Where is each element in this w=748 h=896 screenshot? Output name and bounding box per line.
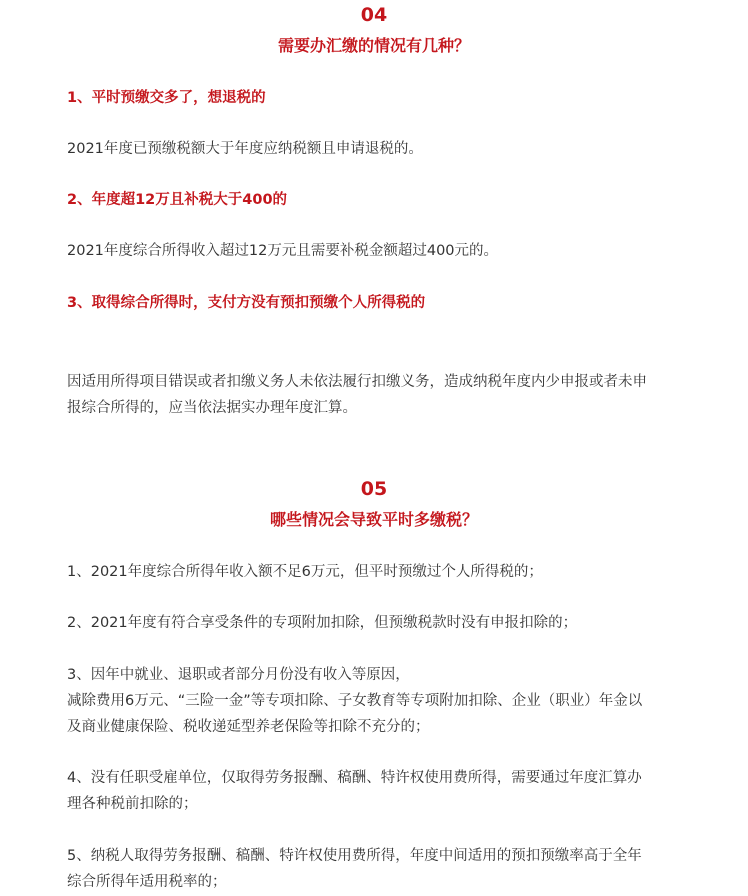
section4-item3-body-line2: 报综合所得的，应当依法据实办理年度汇算。 <box>67 400 357 416</box>
section5-item5-line1: 5、纳税人取得劳务报酬、稿酬、特许权使用费所得，年度中间适用的预扣预缴率高于全年 <box>67 848 642 864</box>
section5-item3-line2: 减除费用6万元、“三险一金”等专项扣除、子女教育等专项附加扣除、企业（职业）年金以 <box>67 693 643 709</box>
section-title-04: 需要办汇缴的情况有几种？ <box>277 36 470 55</box>
section4-item2-heading: 2、年度超12万且补税大于400的 <box>67 192 288 208</box>
section5-item4-line2: 理各种税前扣除的； <box>67 796 198 812</box>
section5-item5-line2: 综合所得年适用税率的； <box>67 874 227 890</box>
section5-item1: 1、2021年度综合所得年收入额不足6万元，但平时预缴过个人所得税的； <box>67 564 543 580</box>
section5-item3-line1: 3、因年中就业、退职或者部分月份没有收入等原因， <box>67 667 410 683</box>
section5-item2: 2、2021年度有符合享受条件的专项附加扣除，但预缴税款时没有申报扣除的； <box>67 615 578 631</box>
section4-item1-body: 2021年度已预缴税额大于年度应纳税额且申请退税的。 <box>67 141 423 157</box>
section5-item3-line3: 及商业健康保险、税收递延型养老保险等扣除不充分的； <box>67 719 430 735</box>
section-number-05: 05 <box>360 478 388 500</box>
section4-item1-heading: 1、平时预缴交多了，想退税的 <box>67 90 266 106</box>
section4-item3-body-line1: 因适用所得项目错误或者扣缴义务人未依法履行扣缴义务，造成纳税年度内少申报或者未申 <box>67 374 647 390</box>
section5-item4-line1: 4、没有任职受雇单位，仅取得劳务报酬、稿酬、特许权使用费所得，需要通过年度汇算办 <box>67 770 642 786</box>
section-title-05: 哪些情况会导致平时多缴税？ <box>269 510 478 529</box>
section-number-04: 04 <box>360 4 388 26</box>
section4-item2-body: 2021年度综合所得收入超过12万元且需要补税金额超过400元的。 <box>67 243 499 259</box>
section4-item3-heading: 3、取得综合所得时，支付方没有预扣预缴个人所得税的 <box>67 295 426 311</box>
